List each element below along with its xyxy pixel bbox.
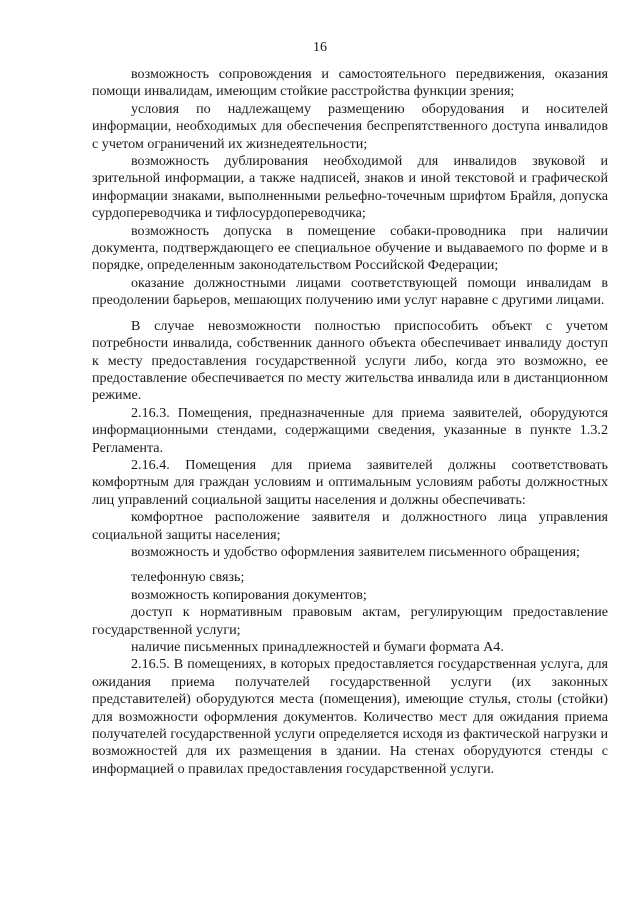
paragraph-object-adaptation: В случае невозможности полностью приспособить объект с учетом потребности инвалида, собственник данного объекта обеспечивает инвалиду доступ к месту предоставления государственной услуги либо, когда это возможно, ее предоставление обеспечивается по месту жительства инвалида или в дистанционном режиме. (92, 317, 608, 404)
paragraph-staff-assistance: оказание должностными лицами соответствующей помощи инвалидам в преодолении барьеров, мешающих получению ими услуг наравне с другими лицами. (92, 274, 608, 309)
list-item-telephone: телефонную связь; (131, 569, 245, 586)
paragraph-guide-dog: возможность допуска в помещение собаки-проводника при наличии документа, подтверждающего ее специальное обучение и выдаваемого по форме и в порядке, определенным законодательством Российской Федерации; (92, 222, 608, 274)
paragraph-2-16-4: 2.16.4. Помещения для приема заявителей должны соответствовать комфортным для граждан условиям и оптимальным условиям работы должностных лиц управлений социальной защиты населения и должны обеспечивать: (92, 456, 608, 508)
paragraph-2-16-3: 2.16.3. Помещения, предназначенные для приема заявителей, оборудуются информационными стендами, содержащими сведения, указанные в пункте 1.3.2 Регламента. (92, 404, 608, 456)
list-item-copying: возможность копирования документов; (131, 586, 367, 603)
list-item-comfortable-layout: комфортное расположение заявителя и должностного лица управления социальной защиты населения; (92, 509, 608, 543)
document-body (92, 66, 608, 778)
list-item-written-request: возможность и удобство оформления заявителем письменного обращения; (131, 543, 580, 560)
paragraph-mobility-assistance: возможность сопровождения и самостоятельного передвижения, оказания помощи инвалидам, имеющим стойкие расстройства функции зрения; (92, 66, 608, 100)
page-number: 16 (313, 40, 327, 55)
paragraph-equipment-placement: условия по надлежащему размещению оборудования и носителей информации, необходимых для обеспечения беспрепятственного доступа инвалидов с учетом ограничений их жизнедеятельности; (92, 100, 608, 152)
paragraph-braille-duplication: возможность дублирования необходимой для инвалидов звуковой и зрительной информации, а также надписей, знаков и иной текстовой и графической информации знаками, выполненными рельефно-точечным шрифтом Брайля, допуска сурдопереводчика и тифлосурдопереводчика; (92, 153, 608, 222)
list-item-legal-acts: доступ к нормативным правовым актам, регулирующим предоставление государственной услуги; (92, 604, 608, 638)
paragraph-2-16-5: 2.16.5. В помещениях, в которых предоставляется государственная услуга, для ожидания приема получателей государственной услуги (их законных представителей) оборудуются места (помещения), имеющие стулья, столы (стойки) для возможности оформления документов. Количество мест для ожидания приема получателей государственной услуги определяется исходя из фактической нагрузки и возможностей для их размещения в здании. На стенах оборудуются стенды с информацией о правилах предоставления государственной услуги. (92, 656, 608, 777)
list-item-stationery: наличие письменных принадлежностей и бумаги формата А4. (131, 639, 504, 655)
